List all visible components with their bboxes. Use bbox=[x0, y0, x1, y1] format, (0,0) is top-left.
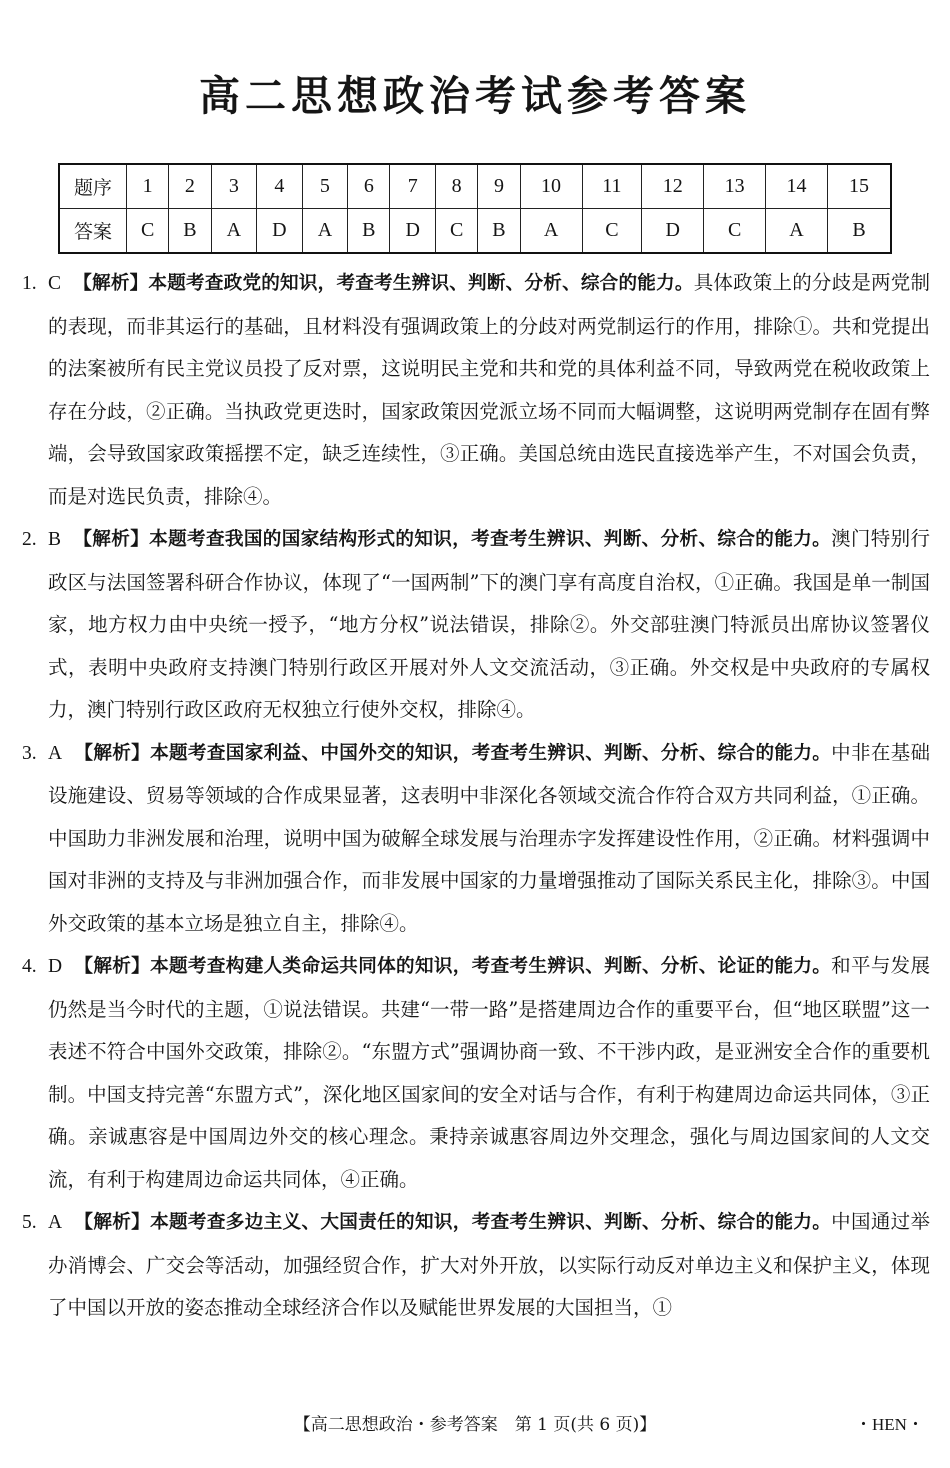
item-body: 和平与发展仍然是当今时代的主题，①说法错误。共建“一带一路”是搭建周边合作的重要平台，但“地区联盟”这一表述不符合中国外交政策，排除②。“东盟方式”强调协商一致、不干涉内政，是亚洲安全合作的重要机制。中国支持完善“东盟方式”，深化地区国家间的安全对话与合作，有利于构建周边命运共同体，③正确。亲诚惠容是中国周边外交的核心理念。秉持亲诚惠容周边外交理念，强化与周边国家间的人文交流，有利于构建周边命运共同体，④正确。 bbox=[48, 954, 930, 1191]
item-answer: A bbox=[48, 1212, 63, 1233]
question-number: 12 bbox=[642, 164, 704, 209]
question-number: 13 bbox=[704, 164, 766, 209]
question-number: 2 bbox=[169, 164, 211, 209]
question-number: 15 bbox=[827, 164, 891, 209]
question-number: 10 bbox=[520, 164, 582, 209]
question-number: 3 bbox=[211, 164, 257, 209]
explanation-item bbox=[22, 518, 930, 732]
footer-code: ・HEN・ bbox=[855, 1415, 924, 1434]
answer-cell: D bbox=[257, 209, 303, 254]
item-answer: C bbox=[48, 273, 62, 294]
item-number: 3. bbox=[22, 742, 37, 764]
item-lead: 【解析】本题考查构建人类命运共同体的知识，考查考生辨识、判断、分析、论证的能力。 bbox=[74, 956, 832, 977]
answer-table-number-row bbox=[59, 164, 891, 209]
explanation-item bbox=[22, 1201, 930, 1330]
answer-cell: B bbox=[478, 209, 520, 254]
answer-cell: A bbox=[302, 209, 348, 254]
explanation-item bbox=[22, 945, 930, 1201]
question-number: 14 bbox=[766, 164, 828, 209]
item-lead: 【解析】本题考查我国的国家结构形式的知识，考查考生辨识、判断、分析、综合的能力。 bbox=[73, 529, 832, 550]
question-number: 7 bbox=[390, 164, 436, 209]
answer-cell: B bbox=[169, 209, 211, 254]
question-number: 8 bbox=[436, 164, 478, 209]
answer-table-answer-row bbox=[59, 209, 891, 254]
answer-cell: D bbox=[390, 209, 436, 254]
question-number: 6 bbox=[348, 164, 390, 209]
item-answer: A bbox=[48, 742, 63, 764]
answer-cell: B bbox=[348, 209, 390, 254]
answer-cell: A bbox=[211, 209, 257, 254]
item-lead: 【解析】本题考查国家利益、中国外交的知识，考查考生辨识、判断、分析、综合的能力。 bbox=[74, 742, 832, 764]
answer-cell: C bbox=[704, 209, 766, 254]
page-footer: 【高二思想政治・参考答案 第 1 页(共 6 页)】 bbox=[293, 1415, 657, 1435]
row-label-answer: 答案 bbox=[59, 209, 127, 254]
row-label-number: 题序 bbox=[59, 164, 127, 209]
page-title: 高二思想政治考试参考答案 bbox=[199, 72, 751, 120]
answer-cell: A bbox=[766, 209, 828, 254]
question-number: 4 bbox=[257, 164, 303, 209]
item-number: 1. bbox=[22, 273, 37, 294]
answer-cell: A bbox=[520, 209, 582, 254]
item-body: 中非在基础设施建设、贸易等领域的合作成果显著，这表明中非深化各领域交流合作符合双方共同利益，①正确。中国助力非洲发展和治理，说明中国为破解全球发展与治理赤字发挥建设性作用，②正确。材料强调中国对非洲的支持及与非洲加强合作，而非发展中国家的力量增强推动了国际关系民主化，排除③。中国外交政策的基本立场是独立自主，排除④。 bbox=[48, 740, 930, 935]
question-number: 5 bbox=[302, 164, 348, 209]
item-lead: 【解析】本题考查政党的知识，考查考生辨识、判断、分析、综合的能力。 bbox=[73, 273, 694, 294]
question-number: 11 bbox=[582, 164, 642, 209]
explanation-item bbox=[22, 732, 930, 946]
answer-table bbox=[58, 163, 892, 254]
item-body: 具体政策上的分歧是两党制的表现，而非其运行的基础，且材料没有强调政策上的分歧对两党制运行的作用，排除①。共和党提出的法案被所有民主党议员投了反对票，这说明民主党和共和党的具体利益不同，导致两党在税收政策上存在分歧，②正确。当执政党更迭时，国家政策因党派立场不同而大幅调整，这说明两党制存在固有弊端，会导致国家政策摇摆不定，缺乏连续性，③正确。美国总统由选民直接选举产生，不对国会负责，而是对选民负责，排除④。 bbox=[48, 271, 930, 508]
question-number: 1 bbox=[127, 164, 169, 209]
answer-cell: B bbox=[827, 209, 891, 254]
item-body: 澳门特别行政区与法国签署科研合作协议，体现了“一国两制”下的澳门享有高度自治权，①正确。我国是单一制国家，地方权力由中央统一授予，“地方分权”说法错误，排除②。外交部驻澳门特派员出席协议签署仪式，表明中央政府支持澳门特别行政区开展对外人文交流活动，③正确。外交权是中央政府的专属权力，澳门特别行政区政府无权独立行使外交权，排除④。 bbox=[48, 527, 930, 721]
item-answer: D bbox=[48, 956, 63, 977]
item-number: 5. bbox=[22, 1212, 37, 1233]
question-number: 9 bbox=[478, 164, 520, 209]
item-number: 2. bbox=[22, 529, 37, 550]
explanation-item bbox=[22, 262, 930, 518]
answer-cell: C bbox=[127, 209, 169, 254]
item-body: 中国通过举办消博会、广交会等活动，加强经贸合作，扩大对外开放，以实际行动反对单边主义和保护主义，体现了中国以开放的姿态推动全球经济合作以及赋能世界发展的大国担当，① bbox=[48, 1210, 930, 1319]
answer-cell: C bbox=[582, 209, 642, 254]
item-number: 4. bbox=[22, 956, 37, 977]
item-lead: 【解析】本题考查多边主义、大国责任的知识，考查考生辨识、判断、分析、综合的能力。 bbox=[74, 1212, 832, 1233]
explanations bbox=[22, 262, 930, 1330]
item-answer: B bbox=[48, 529, 62, 550]
answer-cell: C bbox=[436, 209, 478, 254]
answer-cell: D bbox=[642, 209, 704, 254]
